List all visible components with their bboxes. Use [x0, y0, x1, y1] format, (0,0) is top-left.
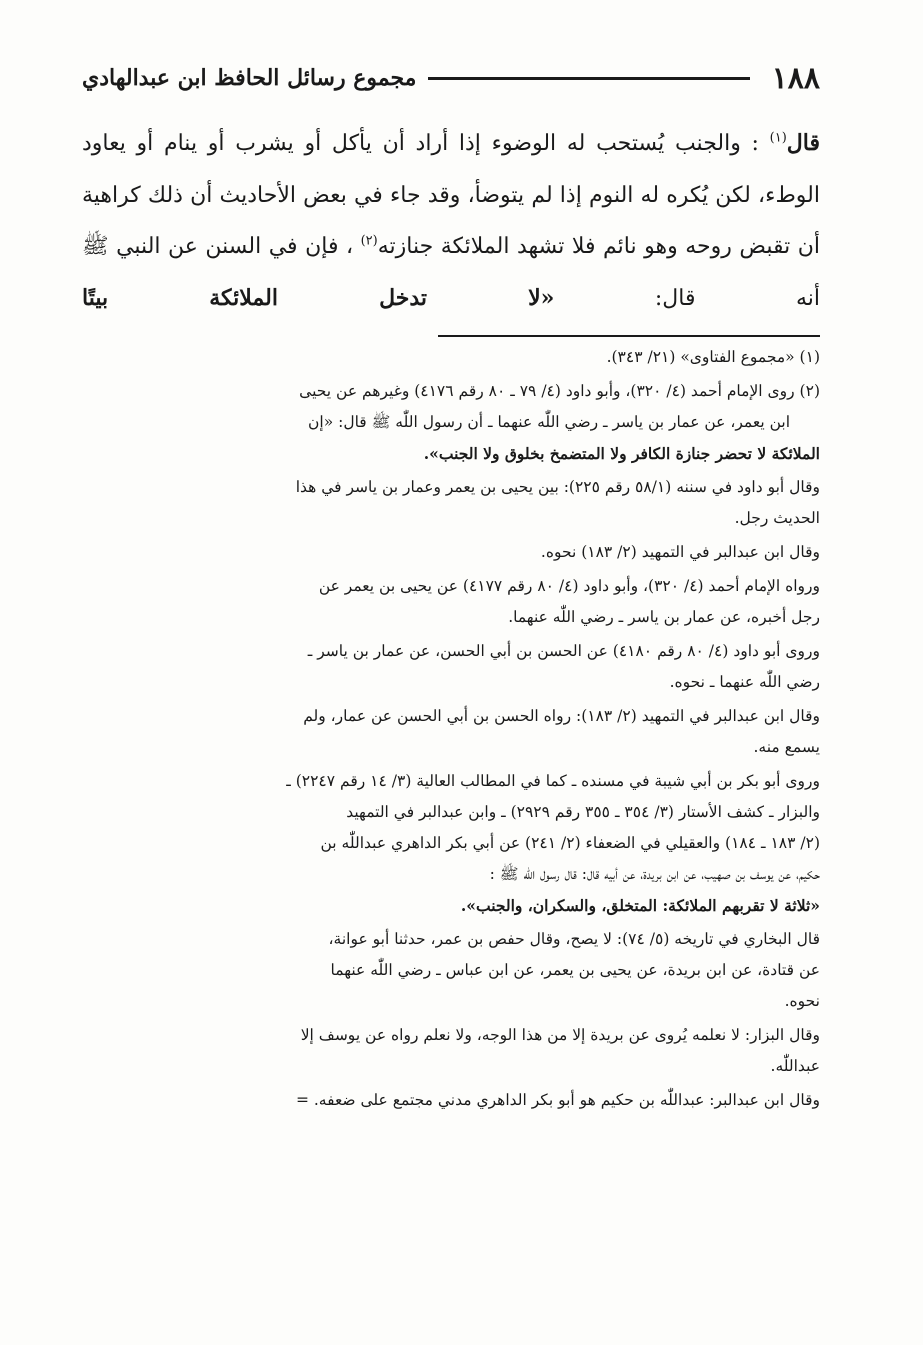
footnote-line: ابن يعمر، عن عمار بن ياسر ـ رضي اللّٰه عنهما ـ أن رسول اللّٰه ﷺ قال: «إن	[308, 413, 790, 431]
footnote-line: (٢/ ١٨٣ ـ ١٨٤) والعقيلي في الضعفاء (٢/ ٢٤١) عن أبي بكر الداهري عبداللّٰه بن	[320, 834, 820, 852]
footnote-8	[82, 766, 820, 921]
footnote-line: (٢) روى الإمام أحمد (٤/ ٣٢٠)، وأبو داود (٤/ ٧٩ ـ ٨٠ رقم ٤١٧٦) وغيرهم عن يحيى	[299, 382, 820, 400]
footnote-line: حكيم، عن يوسف بن صهيب، عن ابن بريدة، عن أبيه قال: قال رسول اللّٰه ﷺ :	[489, 865, 820, 883]
footnote-line: وقال البزار: لا نعلمه يُروى عن بريدة إلا من هذا الوجه، ولا نعلم رواه عن يوسف إلا	[300, 1026, 820, 1044]
footnote-line: وقال ابن عبدالبر في التمهيد (٢/ ١٨٣) نحوه.	[540, 543, 820, 561]
main-body: : والجنب يُستحب له الوضوء إذا أراد أن يأكل أو يشرب أو ينام أو يعاود الوطء، لكن يُكره له النوم إذا لم يتوضأ، وقد جاء في بعض الأحاديث أن ذلك كراهية أن تقبض روحه وهو نائم فلا تشهد الملائكة جنازته	[82, 131, 820, 259]
footnote-line: وقال ابن عبدالبر في التمهيد (٢/ ١٨٣): رواه الحسن بن أبي الحسن عن عمار، ولم	[303, 707, 820, 725]
footnote-hadith-text: الملائكة لا تحضر جنازة الكافر ولا المتضمخ بخلوق ولا الجنب».	[423, 444, 820, 463]
header-rule	[428, 77, 749, 80]
footnote-line: ورواه الإمام أحمد (٤/ ٣٢٠)، وأبو داود (٤/ ٨٠ رقم ٤١٧٧) عن يحيى بن يعمر عن	[318, 577, 820, 595]
page-header	[82, 58, 820, 98]
footnote-line: عن قتادة، عن ابن بريدة، عن يحيى بن يعمر، عن ابن عباس ـ رضي اللّٰه عنهما	[330, 961, 820, 979]
footnote-3	[82, 472, 820, 534]
footnote-9	[82, 924, 820, 1017]
footnote-line: وروى أبو داود (٤/ ٨٠ رقم ٤١٨٠) عن الحسن بن أبي الحسن، عن عمار بن ياسر ـ	[307, 642, 820, 660]
footnote-line: عبداللّٰه.	[770, 1057, 820, 1075]
footnote-line: وقال أبو داود في سننه (٥٨/١ رقم ٢٢٥): بين يحيى بن يعمر وعمار بن ياسر في هذا	[295, 478, 820, 496]
footnote-line: رضي اللّٰه عنهما ـ نحوه.	[669, 673, 820, 691]
main-body-tail: ، فإن في السنن عن النبي ﷺ أنه قال:	[82, 234, 820, 311]
page-number: ١٨٨	[771, 60, 820, 96]
footnote-11	[82, 1085, 820, 1116]
footnotes	[82, 342, 820, 1119]
footnote-line: والبزار ـ كشف الأستار (٣/ ٣٥٤ ـ ٣٥٥ رقم ٢٩٢٩) ـ وابن عبدالبر في التمهيد	[346, 803, 820, 821]
footnote-7	[82, 701, 820, 763]
main-paragraph	[82, 118, 820, 324]
footnote-4	[82, 537, 820, 568]
footnote-10	[82, 1020, 820, 1082]
footnote-line: الحديث رجل.	[734, 509, 820, 527]
footnote-separator	[438, 335, 820, 337]
footnote-line: رجل أخبره، عن عمار بن ياسر ـ رضي اللّٰه عنهما.	[508, 608, 820, 626]
footnote-2	[82, 376, 820, 469]
footnote-6	[82, 636, 820, 698]
footnote-line: يسمع منه.	[753, 738, 820, 756]
footnote-line: وروى أبو بكر بن أبي شيبة في مسنده ـ كما في المطالب العالية (٣/ ١٤ رقم ٢٢٤٧) ـ	[286, 772, 820, 790]
hadith-quote: «لا تدخل الملائكة بيتًا	[82, 284, 555, 311]
footnote-hadith-text: «ثلاثة لا تقربهم الملائكة: المتخلق، والسكران، والجنب».	[460, 896, 820, 915]
footnote-line: قال البخاري في تاريخه (٥/ ٧٤): لا يصح، وقال حفص بن عمر، حدثنا أبو عوانة،	[328, 930, 820, 948]
footnote-ref-1: (١)	[769, 130, 787, 146]
footnote-line: (١) «مجموع الفتاوى» (٢١/ ٣٤٣).	[606, 348, 820, 366]
footnote-line: نحوه.	[784, 992, 820, 1010]
footnote-ref-2: (٢)	[360, 233, 378, 249]
main-text	[82, 118, 820, 324]
footnote-5	[82, 571, 820, 633]
running-title: مجموع رسائل الحافظ ابن عبدالهادي	[82, 65, 417, 91]
footnote-1	[82, 342, 820, 373]
main-lead: قال	[786, 130, 820, 156]
footnote-line: وقال ابن عبدالبر: عبداللّٰه بن حكيم هو أبو بكر الداهري مدني مجتمع على ضعفه. =	[295, 1091, 820, 1109]
